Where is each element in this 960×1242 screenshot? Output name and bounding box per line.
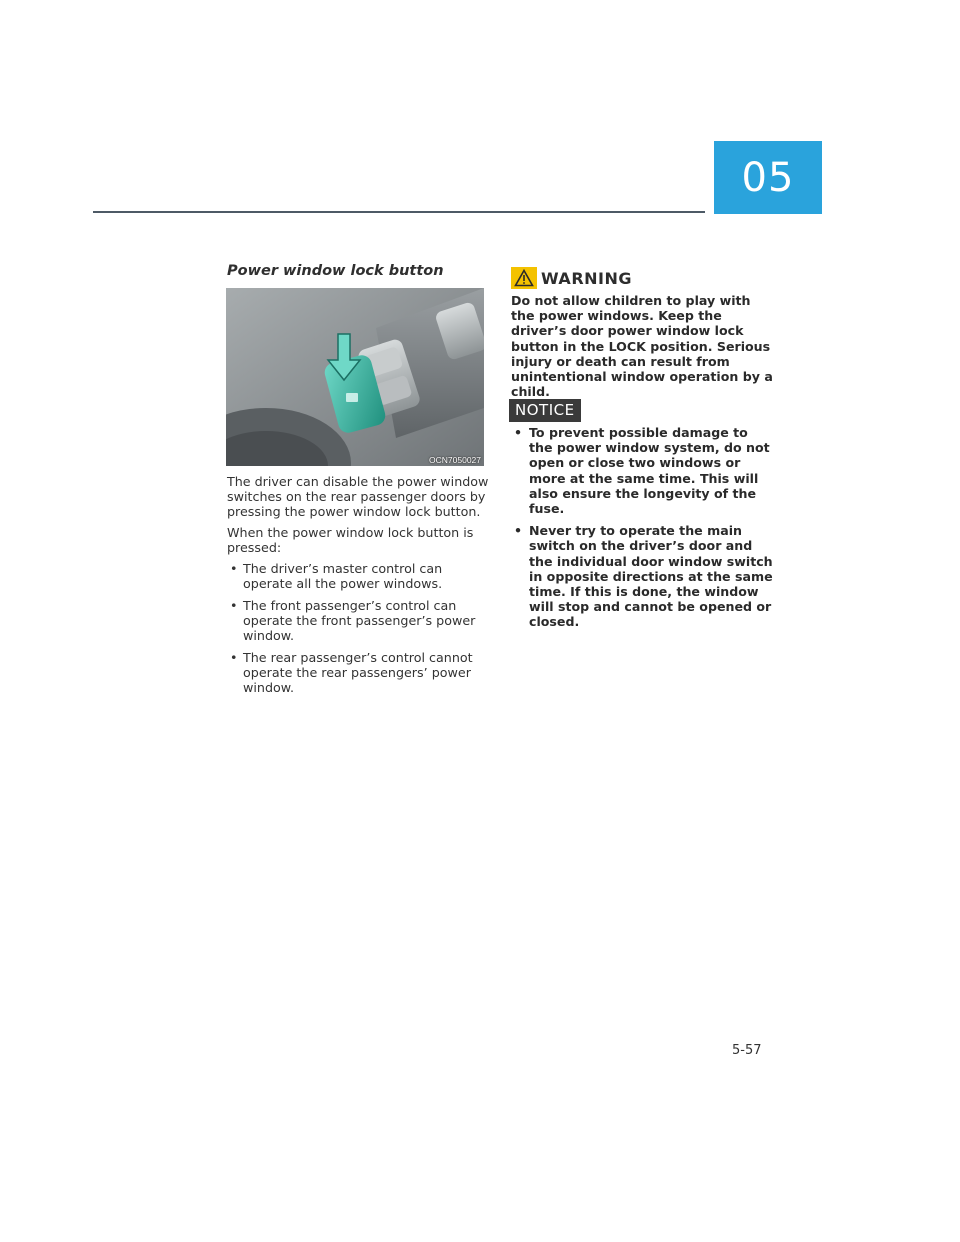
body-paragraph-1: The driver can disable the power window switches on the rear passenger doors by pressing the power window lock button. (227, 474, 489, 519)
body-column (227, 474, 489, 702)
window-switch-illustration (226, 288, 484, 466)
power-window-lock-figure (226, 288, 484, 466)
figure-code: OCN7050027 (429, 455, 481, 465)
warning-header (511, 267, 632, 289)
notice-badge: NOTICE (509, 399, 581, 422)
body-bullet-list (227, 561, 489, 695)
page-number: 5-57 (732, 1043, 762, 1058)
notice-list (511, 425, 775, 637)
warning-label: WARNING (541, 268, 632, 288)
section-title: Power window lock button (227, 263, 444, 279)
body-paragraph-2: When the power window lock button is pressed: (227, 525, 474, 555)
list-item: • Never try to operate the main switch on the driver’s door and the individual door window switch in opposite directions at the same time. If this is done, the window will stop and cannot be opened or closed. (511, 523, 775, 629)
chapter-tab: 05 (714, 141, 822, 214)
list-item: • To prevent possible damage to the power window system, do not open or close two windows or more at the same time. This will also ensure the longevity of the fuse. (511, 425, 775, 516)
header-rule (93, 211, 705, 213)
list-item: • The rear passenger’s control cannot operate the rear passengers’ power window. (227, 650, 489, 695)
warning-triangle-icon (511, 267, 537, 289)
warning-text: Do not allow children to play with the power windows. Keep the driver’s door power window lock button in the LOCK position. Serious injury or death can result from unintentional window operation by a child. (511, 293, 773, 400)
list-item: • The driver’s master control can operate all the power windows. (227, 561, 489, 591)
list-item: • The front passenger’s control can operate the front passenger’s power window. (227, 598, 489, 643)
